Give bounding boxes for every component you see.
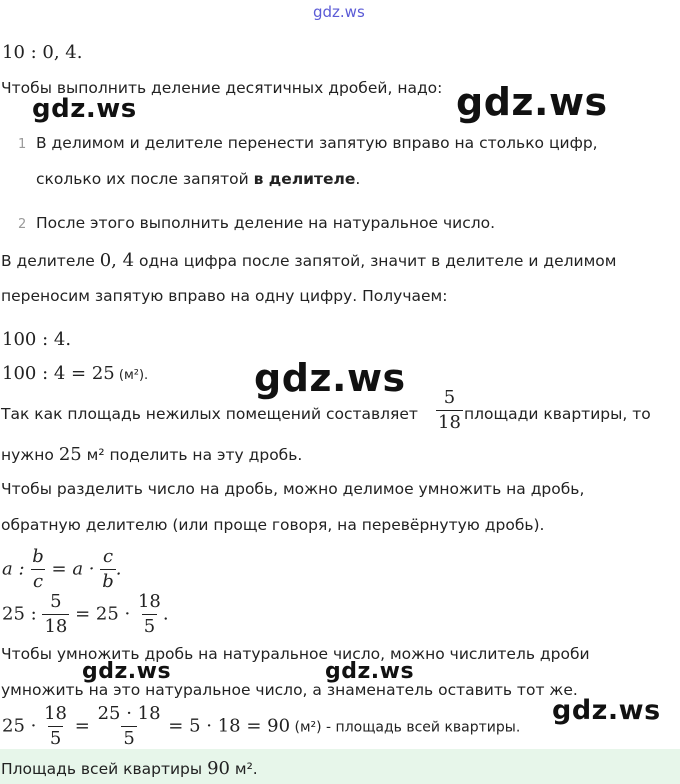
paragraph-area-a-end: площади квартиры, то [464,405,651,423]
intro-text: Чтобы выполнить деление десятичных дробей, надо: [1,79,443,97]
list-item-2: После этого выполнить деление на натуральное число. [36,214,496,232]
watermark-1: gdz.ws [32,94,137,124]
paragraph-area-b: нужно 25 м² поделить на эту дробь. [1,444,303,465]
paragraph-divisor: В делителе 0, 4 одна цифра после запятой, значит в делителе и делимом [1,250,617,271]
paragraph-division-rule-b: обратную делителю (или проще говоря, на перевёрнутую дробь). [1,516,545,534]
equation-4: 25 · $\frac{18}{5}$ = $\frac{25 \cdot 18}{5}$ = 5 · 18 = 90 (м²) - площадь всей квартиры. [2,703,521,749]
fraction-5-18: $\frac{5}{18}$ [438,387,461,433]
list-number-1: 1 [18,137,27,152]
paragraph-multiply-rule-b: умножить на это натуральное число, а знаменатель оставить тот же. [1,681,578,699]
list-item-1-line-1: В делимом и делителе перенести запятую вправо на столько цифр, [36,134,598,152]
problem-expression: 10 : 0, 4. [2,42,83,63]
equation-1: 100 : 4. [2,329,72,350]
list-number-2: 2 [18,217,27,232]
answer-text: Площадь всей квартиры 90 м². [1,758,258,779]
watermark-6: gdz.ws [552,695,661,726]
paragraph-divisor-cont: переносим запятую вправо на одну цифру. Получаем: [1,287,448,305]
paragraph-multiply-rule-a: Чтобы умножить дробь на натуральное число, можно числитель дроби [1,645,590,663]
paragraph-division-rule-a: Чтобы разделить число на дробь, можно делимое умножить на дробь, [1,480,585,498]
paragraph-area-a: Так как площадь нежилых помещений составляет [1,405,418,423]
site-header-link[interactable]: gdz.ws [313,3,365,21]
watermark-5: gdz.ws [325,659,415,684]
equation-3: 25 : $\frac{5}{18}$ = 25 · $\frac{18}{5}$ . [2,591,169,637]
watermark-2: gdz.ws [456,80,608,124]
watermark-4: gdz.ws [82,659,172,684]
watermark-3: gdz.ws [254,356,406,400]
list-item-1-line-2: сколько их после запятой в делителе. [36,170,361,188]
equation-2: 100 : 4 = 25 (м²). [2,363,149,384]
general-rule-formula: a : $\frac{b}{c}$ = a · $\frac{c}{b}$ . [2,548,122,592]
